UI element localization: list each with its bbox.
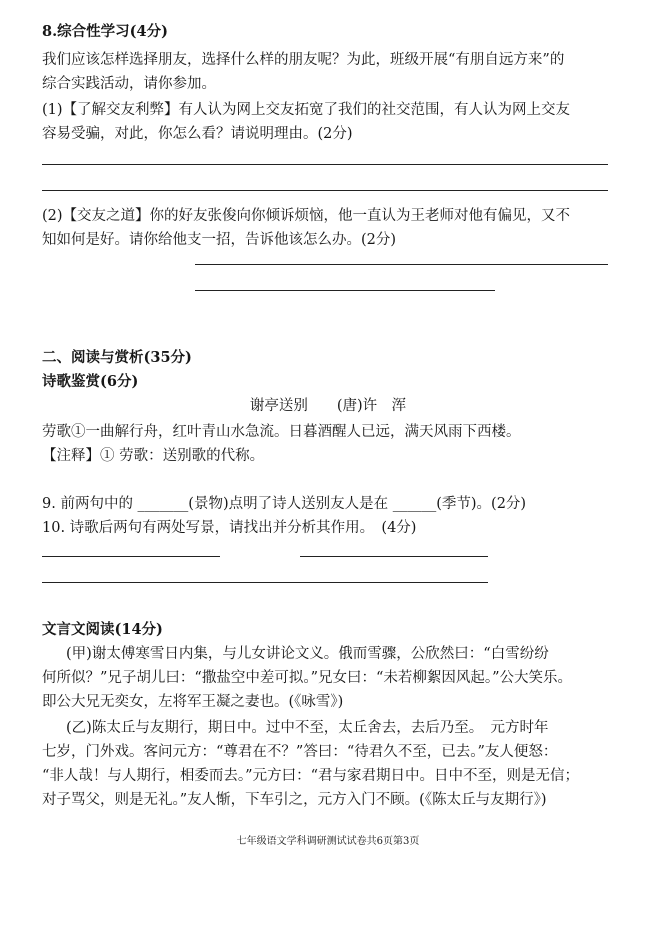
- poem-title: 谢亭送别 (唐)许 浑: [249, 398, 407, 414]
- poem-note: 【注释】① 劳歌：送别歌的代称。: [42, 448, 265, 464]
- answer-line[interactable]: [42, 556, 220, 557]
- passage-jia-line: (甲)谢太傅寒雪日内集，与儿女讲论文义。俄而雪骤，公欣然曰：“白雪纷纷: [66, 646, 549, 662]
- answer-line[interactable]: [195, 264, 608, 265]
- answer-line[interactable]: [42, 190, 608, 191]
- passage-jia-line: 何所似？”兄子胡儿曰：“撒盐空中差可拟。”兄女曰：“未若柳絮因风起。”公大笑乐。: [42, 670, 573, 686]
- poetry-heading: 诗歌鉴赏(6分): [42, 373, 139, 390]
- answer-line[interactable]: [300, 556, 488, 557]
- poem-text: 劳歌①一曲解行舟，红叶青山水急流。日暮酒醒人已远，满天风雨下西楼。: [42, 424, 521, 440]
- classical-heading: 文言文阅读(14分): [42, 621, 163, 638]
- passage-yi-line: 对子骂父，则是无礼。”友人惭，下车引之，元方入门不顾。(《陈太丘与友期行》): [42, 792, 547, 808]
- q8-sub1-line-2: 容易受骗，对此，你怎么看？请说明理由。(2分): [42, 126, 353, 142]
- passage-yi-line: (乙)陈太丘与友期行，期日中。过中不至，太丘舍去，去后乃至。 元方时年: [66, 720, 549, 736]
- q8-sub2-line-2: 知如何是好。请你给他支一招，告诉他该怎么办。(2分): [42, 232, 397, 248]
- answer-line[interactable]: [42, 164, 608, 165]
- passage-yi-line: “非人哉！与人期行，相委而去。”元方曰：“君与家君期日中。日中不至，则是无信；: [42, 768, 579, 784]
- q8-sub1-line-1: (1)【了解交友利弊】有人认为网上交友拓宽了我们的社交范围，有人认为网上交友: [42, 102, 571, 118]
- passage-jia-line: 即公大兄无奕女，左将军王凝之妻也。(《咏雪》): [42, 694, 344, 710]
- question-10: 10. 诗歌后两句有两处写景，请找出并分析其作用。 (4分): [42, 520, 417, 536]
- answer-line[interactable]: [195, 290, 495, 291]
- q8-intro-line-2: 综合实践活动，请你参加。: [42, 76, 216, 92]
- section-heading: 二、阅读与赏析(35分): [42, 349, 192, 366]
- page-footer: 七年级语文学科调研测试试卷共6页第3页: [236, 836, 420, 847]
- q8-intro-line-1: 我们应该怎样选择朋友，选择什么样的朋友呢？为此，班级开展“有朋自远方来”的: [42, 52, 565, 68]
- q8-sub2-line-1: (2)【交友之道】你的好友张俊向你倾诉烦恼，他一直认为王老师对他有偏见，又不: [42, 208, 571, 224]
- answer-line[interactable]: [42, 582, 488, 583]
- question-9: 9. 前两句中的 _______(景物)点明了诗人送别友人是在 ______(季节)。(2分): [42, 496, 527, 512]
- passage-yi-line: 七岁，门外戏。客问元方：“尊君在不？”答曰：“待君久不至，已去。”友人便怒：: [42, 744, 558, 760]
- q8-title: 8.综合性学习(4分): [42, 23, 168, 40]
